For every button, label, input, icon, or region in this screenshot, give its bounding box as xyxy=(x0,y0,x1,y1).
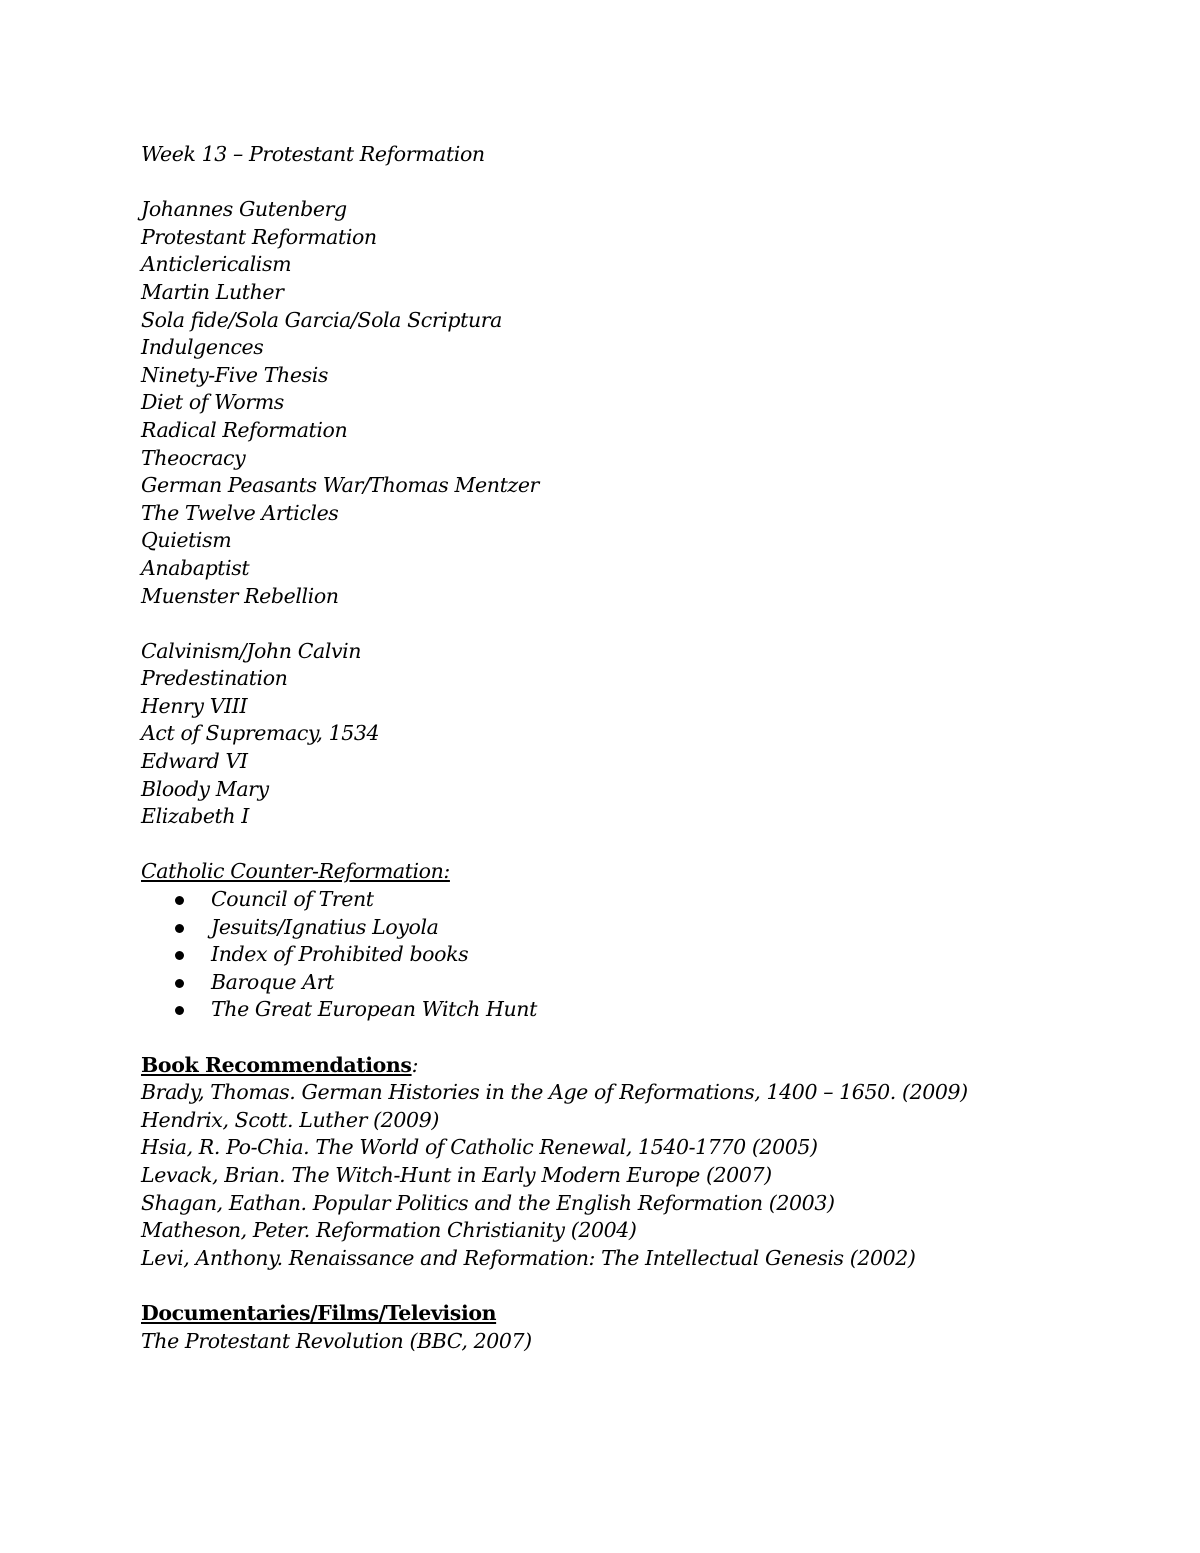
media-section xyxy=(141,1300,1101,1355)
book-recommendations-section xyxy=(141,1052,1101,1273)
book-recommendations-heading-line xyxy=(141,1052,1101,1080)
term-item: Henry VIII xyxy=(141,693,248,718)
term-item: Ninety-Five Thesis xyxy=(141,362,328,387)
term-item: Sola fide/Sola Garcia/Sola Scriptura xyxy=(141,307,502,332)
bullet-icon xyxy=(175,1006,184,1015)
term-item: Calvinism/John Calvin xyxy=(141,638,362,663)
bullet-item-label: Council of Trent xyxy=(211,887,374,912)
book-item: Levack, Brian. The Witch-Hunt in Early Modern Europe (2007) xyxy=(141,1162,772,1187)
term-item: Anticlericalism xyxy=(141,252,292,277)
term-item: German Peasants War/Thomas Mentzer xyxy=(141,473,539,498)
spacer xyxy=(141,1272,1101,1300)
term-item: Martin Luther xyxy=(141,279,284,304)
document-page xyxy=(141,141,1101,1355)
book-item: Hendrix, Scott. Luther (2009) xyxy=(141,1107,439,1132)
spacer xyxy=(141,1024,1101,1052)
term-item: The Twelve Articles xyxy=(141,500,339,525)
counter-reformation-list xyxy=(141,886,1101,1024)
terms-list-2 xyxy=(141,638,1101,831)
terms-list-1 xyxy=(141,196,1101,610)
term-item: Act of Supremacy, 1534 xyxy=(141,721,380,746)
media-heading: Documentaries/Films/Television xyxy=(141,1300,497,1325)
term-item: Muenster Rebellion xyxy=(141,583,339,608)
spacer xyxy=(141,831,1101,859)
book-item: Brady, Thomas. German Histories in the Age of Reformations, 1400 – 1650. (2009) xyxy=(141,1080,968,1105)
page-title: Week 13 – Protestant Reformation xyxy=(141,142,485,166)
book-item: Matheson, Peter. Reformation Christianity (2004) xyxy=(141,1218,637,1243)
bullet-item-label: Index of Prohibited books xyxy=(211,942,469,967)
bullet-item xyxy=(141,969,1101,997)
term-item: Anabaptist xyxy=(141,555,250,580)
spacer xyxy=(141,169,1101,197)
term-item: Elizabeth I xyxy=(141,804,250,829)
media-item: The Protestant Revolution (BBC, 2007) xyxy=(141,1328,532,1353)
term-item: Bloody Mary xyxy=(141,776,269,801)
bullet-icon xyxy=(175,896,184,905)
term-item: Edward VI xyxy=(141,749,248,774)
term-item: Johannes Gutenberg xyxy=(141,197,347,222)
term-item: Radical Reformation xyxy=(141,417,348,442)
bullet-item xyxy=(141,914,1101,942)
book-item: Levi, Anthony. Renaissance and Reformation: The Intellectual Genesis (2002) xyxy=(141,1245,916,1270)
counter-reformation-section xyxy=(141,858,1101,1024)
bullet-item xyxy=(141,941,1101,969)
spacer xyxy=(141,610,1101,638)
counter-reformation-heading: Catholic Counter-Reformation: xyxy=(141,859,450,884)
book-recommendations-heading: Book Recommendations xyxy=(141,1052,412,1077)
term-item: Indulgences xyxy=(141,335,264,360)
bullet-item-label: Baroque Art xyxy=(211,969,334,994)
bullet-item-label: Jesuits/Ignatius Loyola xyxy=(211,914,439,939)
term-item: Diet of Worms xyxy=(141,390,284,415)
bullet-item xyxy=(141,996,1101,1024)
bullet-icon xyxy=(175,979,184,988)
term-item: Theocracy xyxy=(141,445,246,470)
bullet-item xyxy=(141,886,1101,914)
bullet-icon xyxy=(175,951,184,960)
book-item: Hsia, R. Po-Chia. The World of Catholic Renewal, 1540-1770 (2005) xyxy=(141,1135,818,1160)
book-recommendations-heading-suffix: : xyxy=(411,1052,419,1077)
bullet-item-label: The Great European Witch Hunt xyxy=(211,997,537,1022)
media-heading-line xyxy=(141,1300,1101,1328)
term-item: Quietism xyxy=(141,528,232,553)
term-item: Predestination xyxy=(141,666,288,691)
book-item: Shagan, Eathan. Popular Politics and the English Reformation (2003) xyxy=(141,1190,835,1215)
bullet-icon xyxy=(175,924,184,933)
term-item: Protestant Reformation xyxy=(141,224,377,249)
